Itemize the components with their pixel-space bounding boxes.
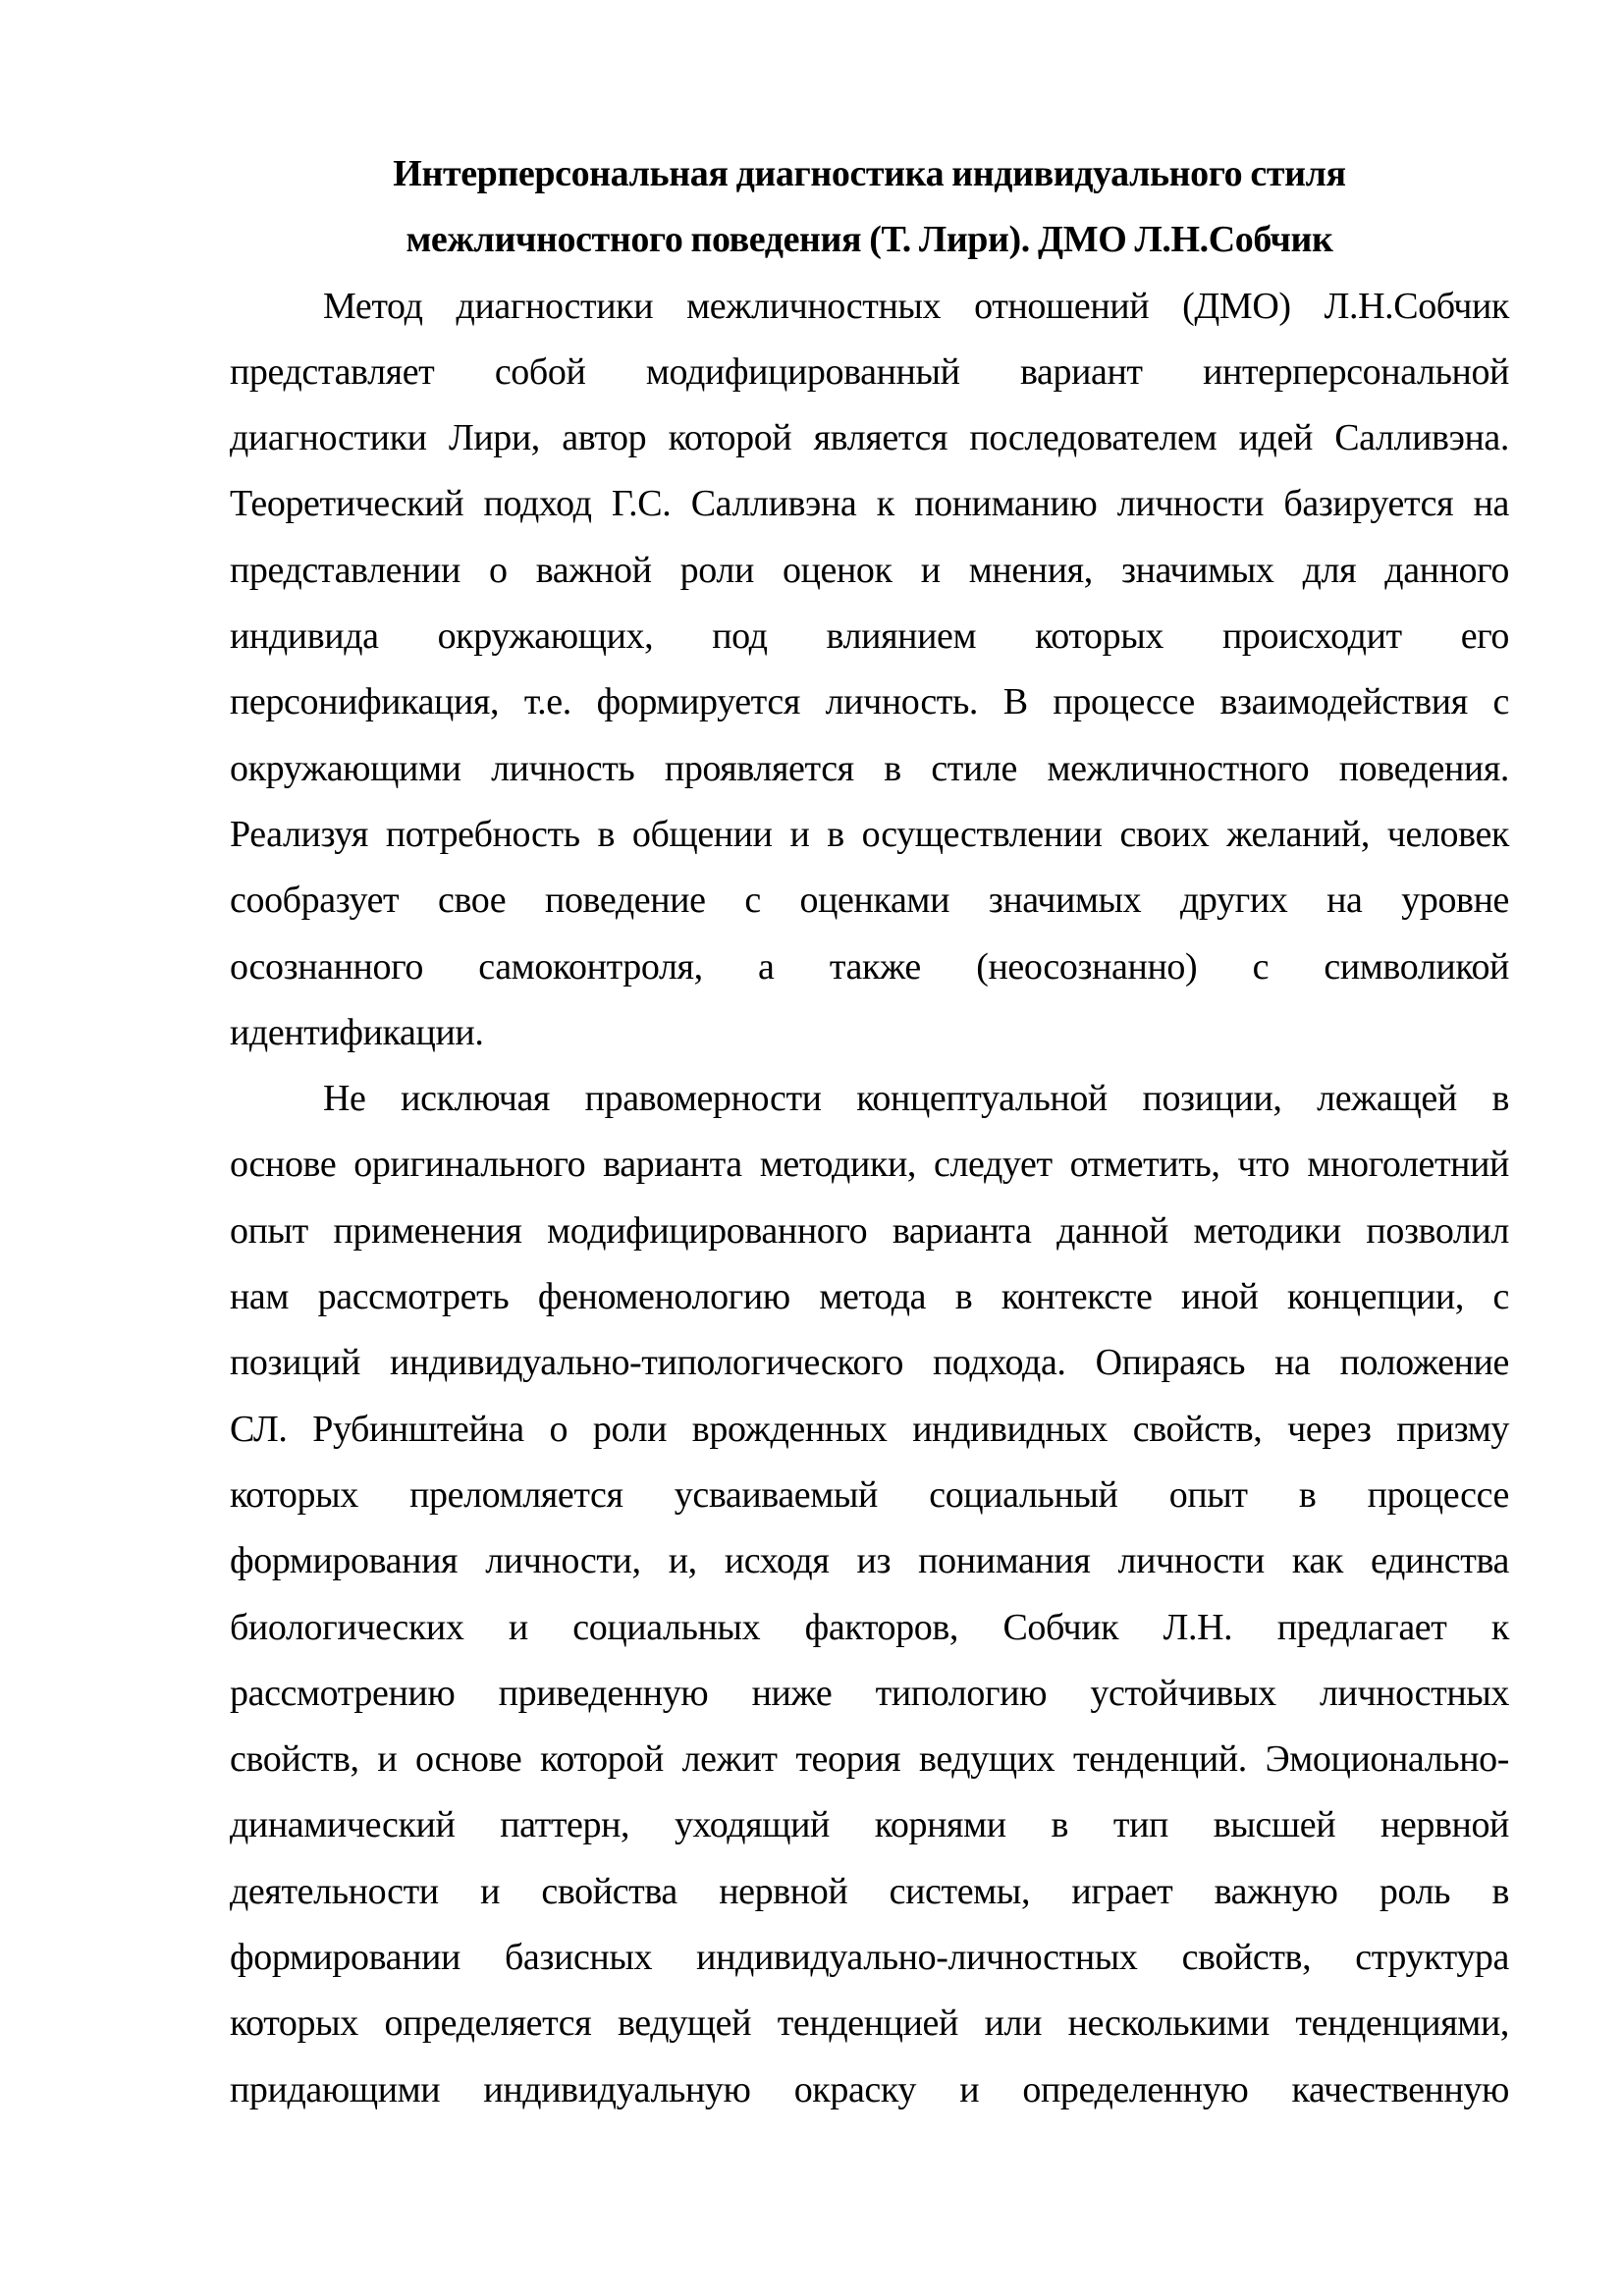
text-line: сообразует свое поведение с оценками значимых других на уровне (230, 880, 1509, 922)
text-line: свойств, и основе которой лежит теория ведущих тенденций. Эмоционально- (230, 1738, 1509, 1781)
text-line: деятельности и свойства нервной системы, играет важную роль в (230, 1870, 1509, 1912)
text-line: представляет собой модифицированный вариант интерперсональной (230, 350, 1509, 393)
text-line: опыт применения модифицированного варианта данной методики позволил (230, 1209, 1509, 1252)
text-line: осознанного самоконтроля, а также (неосознанно) с символикой (230, 945, 1509, 988)
text-line: Реализуя потребность в общении и в осуществлении своих желаний, человек (230, 813, 1509, 855)
title-line-2: межличностного поведения (Т. Лири). ДМО Л.Н.Собчик (406, 219, 1333, 261)
text-line: индивида окружающих, под влиянием которых происходит его (230, 615, 1509, 658)
title-line-1: Интерперсональная диагностика индивидуального стиля (393, 153, 1346, 194)
text-line: Теоретический подход Г.С. Салливэна к пониманию личности базируется на (230, 483, 1509, 525)
text-line: которых определяется ведущей тенденцией или несколькими тенденциями, (230, 2002, 1509, 2045)
text-line: придающими индивидуальную окраску и определенную качественную (230, 2068, 1509, 2110)
paragraph-2 (230, 1066, 1509, 2123)
text-line: Не исключая правомерности концептуальной позиции, лежащей в (323, 1078, 1509, 1120)
text-line: представлении о важной роли оценок и мнения, значимых для данного (230, 549, 1509, 591)
page-content (230, 141, 1509, 2123)
text-line: нам рассмотреть феноменологию метода в контексте иной концепции, с (230, 1276, 1509, 1318)
text-line: биологических и социальных факторов, Собчик Л.Н. предлагает к (230, 1606, 1509, 1648)
text-line: позиций индивидуально-типологического подхода. Опираясь на положение (230, 1342, 1509, 1384)
text-line: персонификация, т.е. формируется личность. В процессе взаимодействия с (230, 681, 1509, 723)
text-line: диагностики Лири, автор которой является последователем идей Салливэна. (230, 417, 1509, 459)
paragraph-1 (230, 274, 1509, 1067)
text-line: формирования личности, и, исходя из понимания личности как единства (230, 1540, 1509, 1582)
text-line: динамический паттерн, уходящий корнями в тип высшей нервной (230, 1804, 1509, 1846)
text-line: идентификации. (230, 1011, 484, 1053)
text-line: окружающими личность проявляется в стиле межличностного поведения. (230, 747, 1509, 789)
text-line: рассмотрению приведенную ниже типологию устойчивых личностных (230, 1672, 1509, 1714)
document-title (230, 141, 1509, 274)
text-line: Метод диагностики межличностных отношений (ДМО) Л.Н.Собчик (323, 285, 1509, 327)
text-line: основе оригинального варианта методики, следует отметить, что многолетний (230, 1144, 1509, 1186)
text-line: СЛ. Рубинштейна о роли врожденных индивидных свойств, через призму (230, 1408, 1509, 1450)
text-line: формировании базисных индивидуально-личностных свойств, структура (230, 1937, 1509, 1979)
text-line: которых преломляется усваиваемый социальный опыт в процессе (230, 1473, 1509, 1516)
